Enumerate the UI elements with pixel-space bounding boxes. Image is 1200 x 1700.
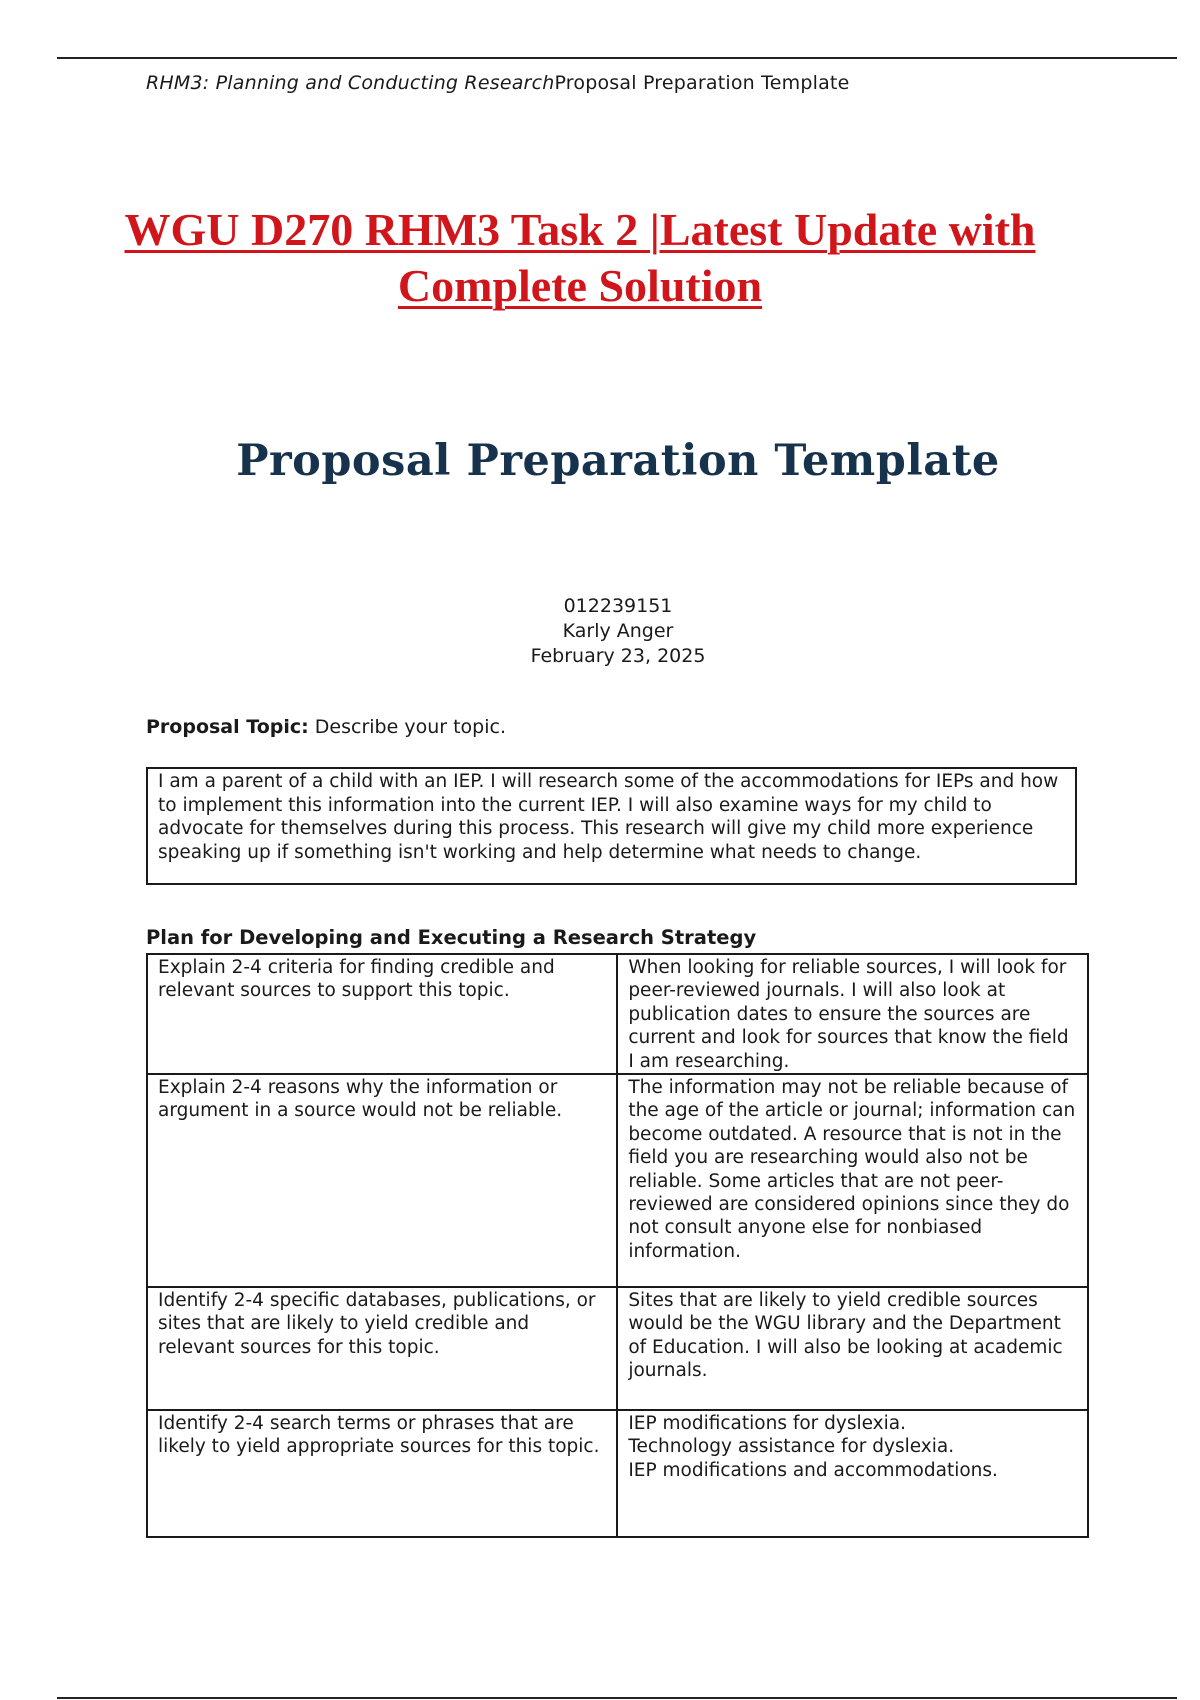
databases-answer	[617, 1287, 1088, 1410]
proposal-topic-answer: I am a parent of a child with an IEP. I will research some of the accommodations for IEPs and how to implement this information into the current IEP. I will also examine ways for my child to advocate for themselves during this process. This research will give my child more experience speaking up if something isn't working and help determine what needs to change.	[146, 767, 1077, 885]
research-plan-table	[146, 953, 1089, 1538]
answer-line: Sites that are likely to yield credible sources would be the WGU library and the Department of Education. I will also be looking at academic journals.	[628, 1290, 1063, 1382]
header-rule	[57, 57, 1177, 59]
search-term: IEP modifications and accommodations.	[628, 1459, 998, 1481]
footer-rule	[57, 1697, 1177, 1699]
criteria-answer	[617, 954, 1088, 1074]
student-id: 012239151	[563, 595, 673, 617]
promo-banner	[60, 202, 1100, 314]
table-row	[147, 954, 1088, 1074]
answer-line: The information may not be reliable because of the age of the article or journal; information can become outdated. A resource that is not in the field you are researching would also not be reliable. Some articles that are not peer-reviewed are considered opinions since they do not consult anyone else for nonbiased information.	[628, 1077, 1076, 1262]
proposal-topic-instruction: Describe your topic.	[308, 716, 506, 738]
author-block	[0, 594, 1200, 669]
answer-line: When looking for reliable sources, I will look for peer-reviewed journals. I will also look at publication dates to ensure the sources are current and look for sources that know the field I am researching.	[628, 957, 1069, 1072]
search-terms-answer	[617, 1410, 1088, 1537]
running-header-template: Proposal Preparation Template	[554, 72, 850, 94]
banner-line-2: Complete Solution	[397, 260, 763, 311]
reliability-answer	[617, 1074, 1088, 1287]
banner-line-1: WGU D270 RHM3 Task 2 |Latest Update with	[124, 204, 1036, 255]
proposal-topic-label: Proposal Topic:	[146, 716, 309, 738]
table-row	[147, 1074, 1088, 1287]
search-term: IEP modifications for dyslexia.	[628, 1413, 906, 1435]
author-name: Karly Anger	[562, 620, 674, 642]
document-title: Proposal Preparation Template	[236, 436, 1000, 486]
table-row	[147, 1410, 1088, 1537]
proposal-topic-prompt	[146, 716, 506, 738]
running-header-course: RHM3: Planning and Conducting Research	[146, 72, 555, 94]
search-term: Technology assistance for dyslexia.	[628, 1436, 955, 1458]
reliability-question: Explain 2-4 reasons why the information or argument in a source would not be reliable.	[147, 1074, 617, 1287]
document-date: February 23, 2025	[530, 645, 706, 667]
running-header	[146, 72, 849, 94]
table-row	[147, 1287, 1088, 1410]
databases-question: Identify 2-4 specific databases, publications, or sites that are likely to yield credible and relevant sources for this topic.	[147, 1287, 617, 1410]
criteria-question: Explain 2-4 criteria for finding credible and relevant sources to support this topic.	[147, 954, 617, 1074]
plan-heading: Plan for Developing and Executing a Research Strategy	[146, 926, 757, 949]
search-terms-question: Identify 2-4 search terms or phrases that are likely to yield appropriate sources for this topic.	[147, 1410, 617, 1537]
